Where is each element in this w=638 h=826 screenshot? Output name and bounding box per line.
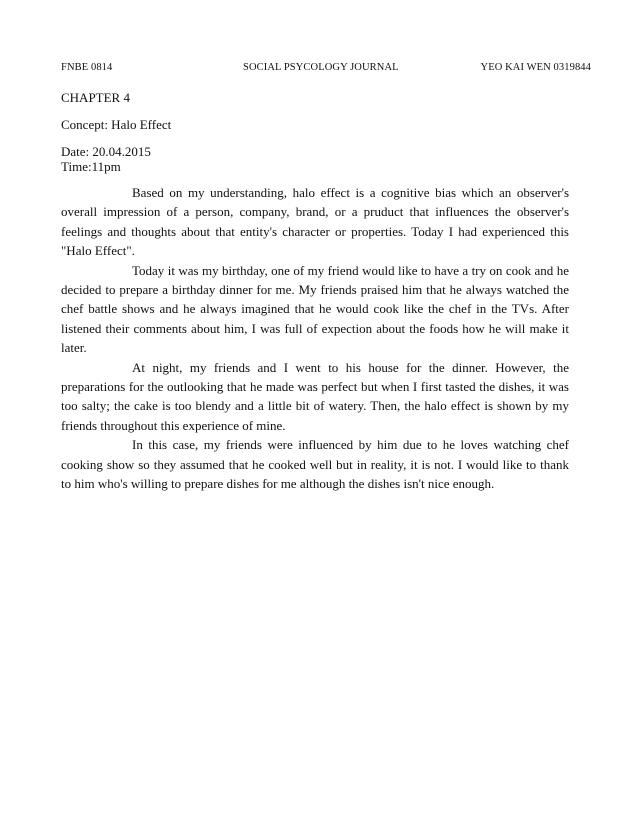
journal-body (61, 183, 569, 494)
course-code: FNBE 0814 (61, 62, 113, 73)
concept-line: Concept: Halo Effect (61, 117, 172, 132)
page-header (61, 62, 591, 76)
chapter-heading: CHAPTER 4 (61, 90, 130, 105)
journal-title: SOCIAL PSYCOLOGY JOURNAL (243, 62, 399, 73)
date-line: Date: 20.04.2015 (61, 144, 151, 159)
paragraph-2: Today it was my birthday, one of my friend would like to have a try on cook and he decided to prepare a birthday dinner for me. My friends praised him that he always watched the chef battle shows and he always imagined that he would cook like the chef in the TVs. After listened their comments about him, I was full of expection about the foods how he will make it later. (61, 262, 569, 356)
paragraph-4: In this case, my friends were influenced by him due to he loves watching chef cooking show so they assumed that he cooked well but in reality, it is not. I would like to thank to him who's willing to prepare dishes for me although the dishes isn't nice enough. (61, 437, 569, 492)
student-name-id: YEO KAI WEN 0319844 (480, 62, 591, 73)
paragraph-1: Based on my understanding, halo effect is a cognitive bias which an observer's overall impression of a person, company, brand, or a pruduct that influences the observer's feelings and thoughts about that entity's character or properties. Today I had experienced this "Halo Effect". (61, 185, 569, 259)
time-line: Time:11pm (61, 159, 121, 174)
paragraph-3: At night, my friends and I went to his house for the dinner. However, the preparations for the outlooking that he made was perfect but when I first tasted the dishes, it was too salty; the cake is too blendy and a little bit of watery. Then, the halo effect is shown by my friends throughout this experience of mine. (61, 359, 569, 433)
